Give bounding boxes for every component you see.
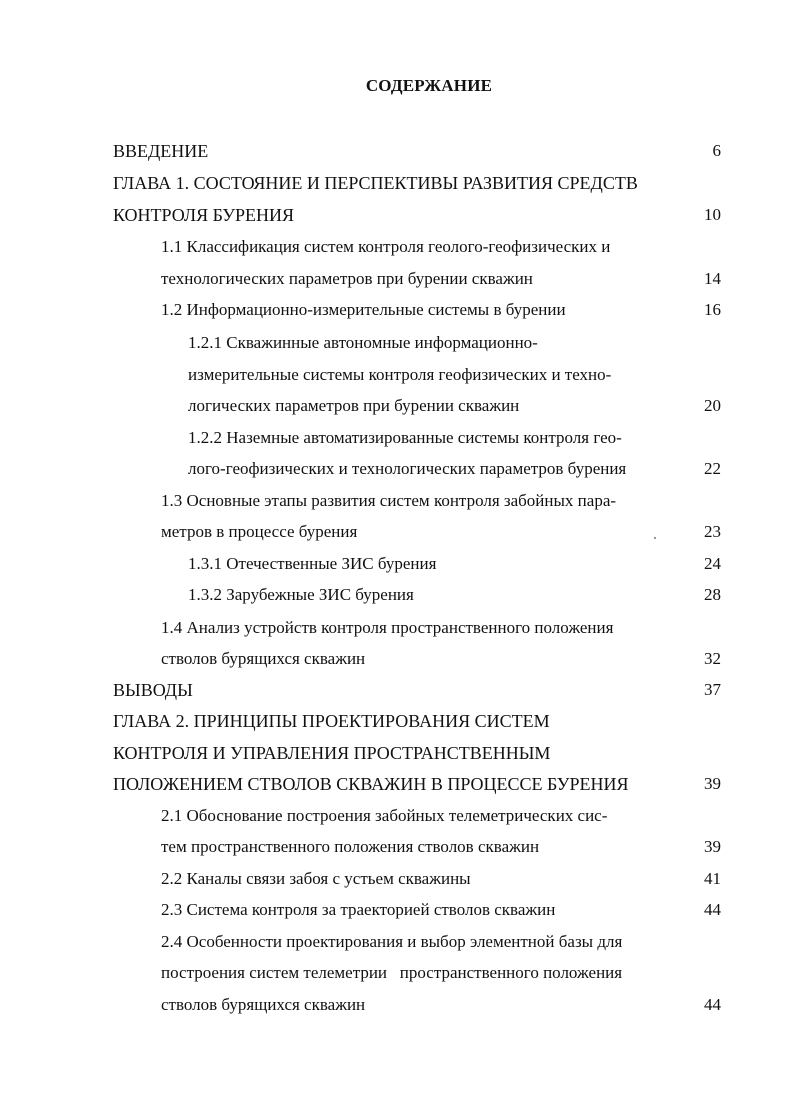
toc-entry-chapter-2-line-3: ПОЛОЖЕНИЕМ СТВОЛОВ СКВАЖИН В ПРОЦЕССЕ БУРЕНИЯ [113, 774, 629, 794]
toc-entry-2-4-line-2: построения систем телеметрии пространственного положения [161, 963, 623, 982]
toc-entry-chapter-1-line-1: ГЛАВА 1. СОСТОЯНИЕ И ПЕРСПЕКТИВЫ РАЗВИТИЯ СРЕДСТВ [113, 173, 638, 193]
page-title: СОДЕРЖАНИЕ [365, 76, 493, 95]
toc-entry-2-3-page: 44 [704, 900, 721, 919]
toc-entry-1-4-page: 32 [704, 649, 721, 668]
toc-entry-chapter-2-line-1: ГЛАВА 2. ПРИНЦИПЫ ПРОЕКТИРОВАНИЯ СИСТЕМ [113, 711, 550, 731]
toc-entry-1-3-line-2: метров в процессе бурения [161, 522, 358, 541]
toc-entry-1-4-line-1: 1.4 Анализ устройств контроля пространственного положения [161, 618, 614, 637]
toc-entry-1-1-line-1: 1.1 Классификация систем контроля геолого-геофизических и [161, 237, 611, 256]
toc-entry-1-2-1-line-3: логических параметров при бурении скважин [188, 396, 520, 415]
toc-entry-2-4-line-1: 2.4 Особенности проектирования и выбор элементной базы для [161, 932, 623, 951]
toc-entry-1-2-1-line-1: 1.2.1 Скважинные автономные информационно- [188, 333, 538, 352]
toc-entry-chapter-1-page: 10 [704, 205, 721, 224]
toc-entry-1-2-2-line-2: лого-геофизических и технологических параметров бурения [188, 459, 627, 478]
toc-entry-1-2-page: 16 [704, 300, 721, 319]
toc-entry-1-2-1-line-2: измерительные системы контроля геофизических и техно- [188, 365, 612, 384]
scan-speck [654, 537, 656, 539]
toc-entry-1-4-line-2: стволов бурящихся скважин [161, 649, 366, 668]
toc-entry-introduction-page: 6 [712, 141, 721, 160]
toc-entry-1-2-2-line-1: 1.2.2 Наземные автоматизированные системы контроля гео- [188, 428, 622, 447]
toc-entry-1-3-2-line-1: 1.3.2 Зарубежные ЗИС бурения [188, 585, 414, 604]
toc-entry-1-2-1-page: 20 [704, 396, 721, 415]
toc-entry-2-3-line-1: 2.3 Система контроля за траекторией стволов скважин [161, 900, 556, 919]
toc-entry-introduction-line-1: ВВЕДЕНИЕ [113, 141, 209, 161]
toc-entry-2-4-line-3: стволов бурящихся скважин [161, 995, 366, 1014]
toc-entry-2-1-line-1: 2.1 Обоснование построения забойных телеметрических сис- [161, 806, 608, 825]
toc-entry-2-1-line-2: тем пространственного положения стволов скважин [161, 837, 540, 856]
toc-entry-chapter-2-page: 39 [704, 774, 721, 793]
toc-entry-conclusions-page: 37 [704, 680, 721, 699]
toc-entry-1-3-1-line-1: 1.3.1 Отечественные ЗИС бурения [188, 554, 437, 573]
toc-entry-2-1-page: 39 [704, 837, 721, 856]
toc-entry-1-2-line-1: 1.2 Информационно-измерительные системы в бурении [161, 300, 566, 319]
toc-entry-1-3-line-1: 1.3 Основные этапы развития систем контроля забойных пара- [161, 491, 617, 510]
toc-entry-1-2-2-page: 22 [704, 459, 721, 478]
toc-entry-conclusions-line-1: ВЫВОДЫ [113, 680, 193, 700]
toc-entry-2-4-page: 44 [704, 995, 721, 1014]
toc-entry-1-3-page: 23 [704, 522, 721, 541]
toc-entry-chapter-1-line-2: КОНТРОЛЯ БУРЕНИЯ [113, 205, 295, 225]
toc-entry-2-2-page: 41 [704, 869, 721, 888]
toc-entry-1-3-2-page: 28 [704, 585, 721, 604]
toc-entry-1-3-1-page: 24 [704, 554, 721, 573]
toc-entry-2-2-line-1: 2.2 Каналы связи забоя с устьем скважины [161, 869, 471, 888]
toc-entry-1-1-page: 14 [704, 269, 721, 288]
toc-entry-1-1-line-2: технологических параметров при бурении скважин [161, 269, 533, 288]
toc-entry-chapter-2-line-2: КОНТРОЛЯ И УПРАВЛЕНИЯ ПРОСТРАНСТВЕННЫМ [113, 743, 551, 763]
